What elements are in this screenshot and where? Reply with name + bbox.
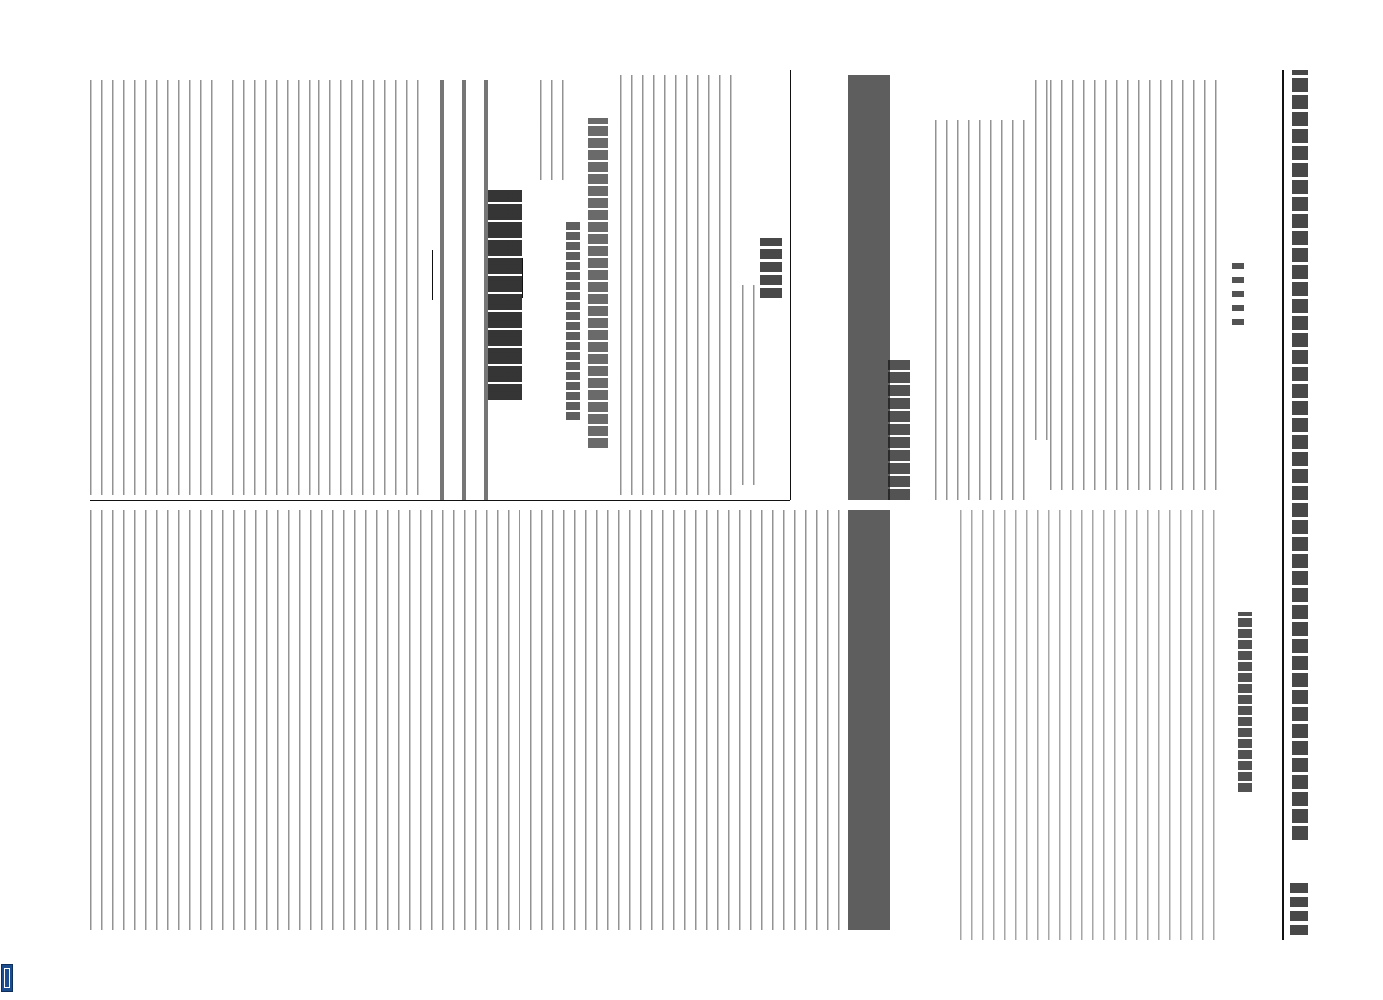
number-heading <box>760 238 782 298</box>
intro-paragraph <box>620 75 740 495</box>
lower-right-text-b <box>90 510 520 930</box>
announcement-title <box>488 190 522 400</box>
lower-right-text-a <box>530 510 840 930</box>
header-title-block <box>1288 70 1318 840</box>
deputy-line <box>588 118 608 448</box>
column-divider <box>90 500 790 501</box>
protest-signature <box>1035 80 1049 440</box>
section-title-right <box>1238 612 1252 792</box>
protest-paragraph <box>1050 80 1220 490</box>
members-rule <box>790 70 791 500</box>
protest-heading <box>1232 255 1244 325</box>
announcement-subtitle <box>440 80 488 500</box>
signature-rule <box>522 258 523 298</box>
names-right <box>848 510 890 930</box>
signature-name <box>566 220 580 420</box>
section-1 <box>232 80 312 495</box>
upper-right-continuation <box>960 510 1220 940</box>
commission-decision <box>935 120 1025 500</box>
commission-heading <box>888 360 910 500</box>
dfg-logo-icon <box>1 964 13 992</box>
spine-ribbon <box>0 0 14 1000</box>
dateline <box>742 285 756 485</box>
addressee <box>540 80 570 180</box>
section-2 <box>90 80 220 495</box>
header-rule <box>1282 70 1284 940</box>
subtitle-rule <box>432 250 433 300</box>
preamble <box>318 80 428 495</box>
header-page-number <box>1290 880 1308 935</box>
commission-members <box>848 75 890 500</box>
